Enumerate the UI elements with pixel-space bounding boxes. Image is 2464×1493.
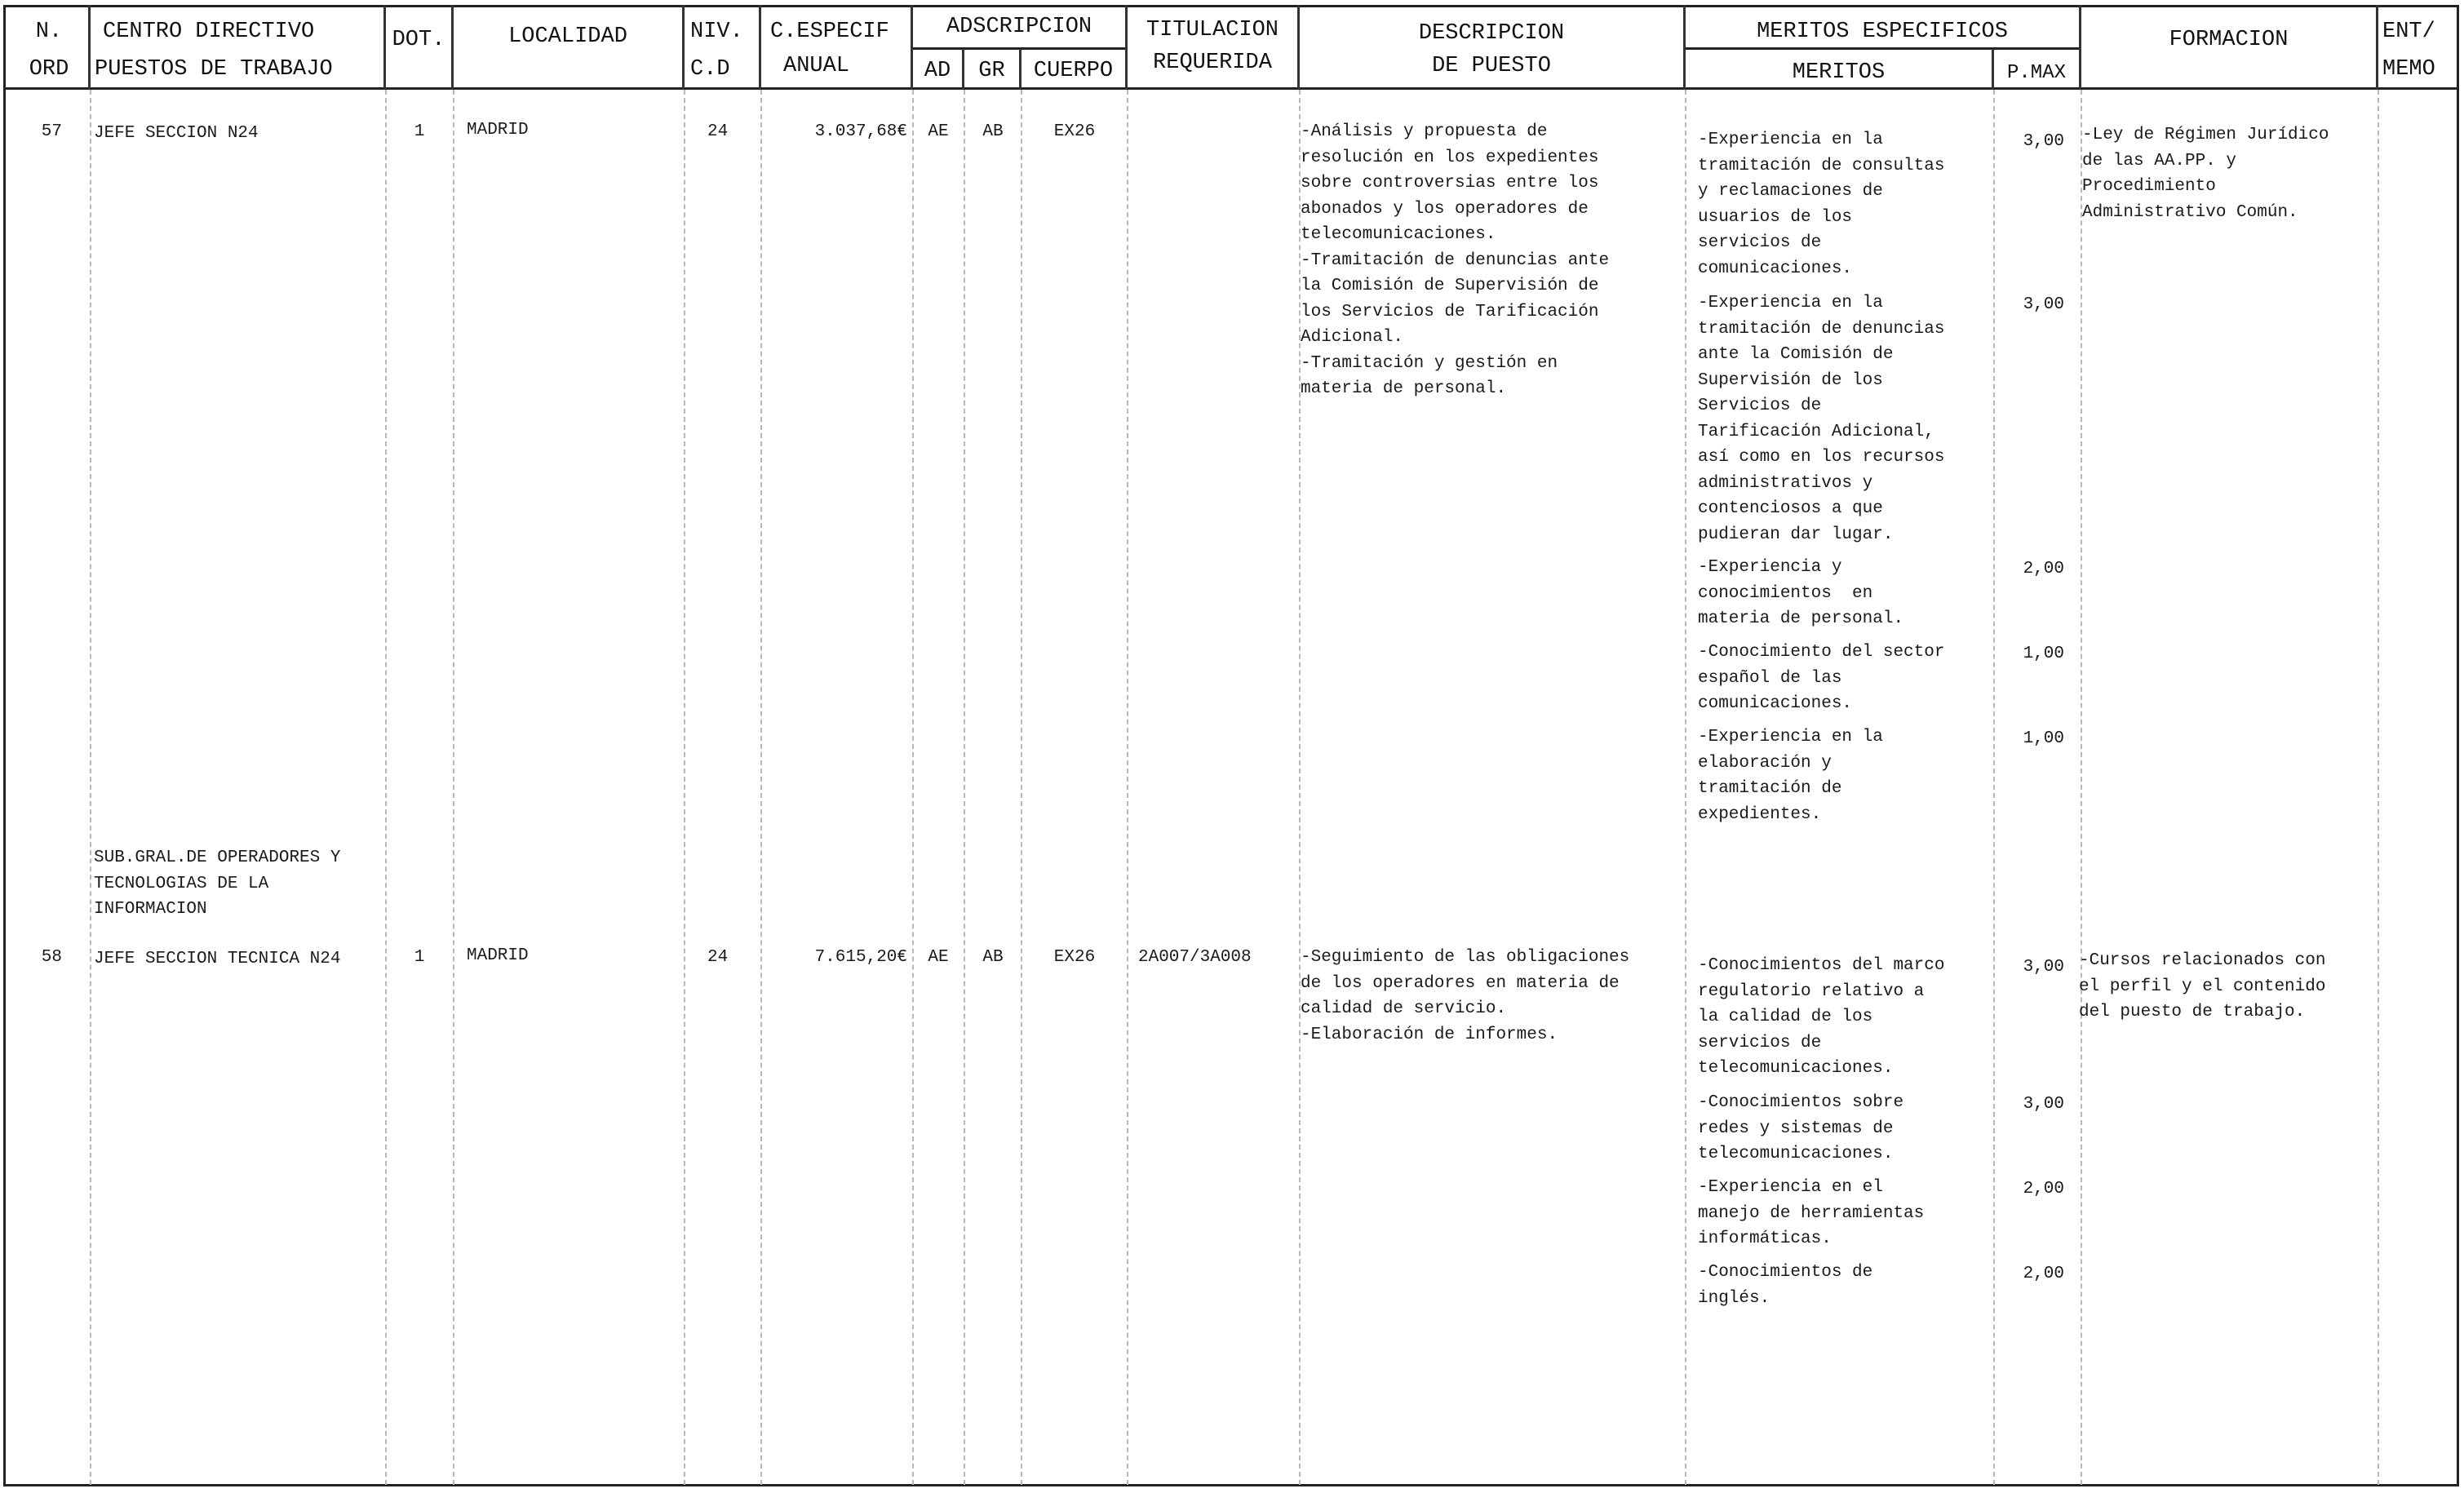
- centro-directivo-label: SUB.GRAL.DE OPERADORES Y TECNOLOGIAS DE LA INFORMACION: [94, 848, 341, 919]
- row57-merito-pmax: 1,00: [2023, 645, 2064, 663]
- body-col-divider: [453, 90, 454, 1485]
- row57-merito-pmax: 3,00: [2023, 295, 2064, 314]
- row57-merito: -Experiencia y conocimientos en materia de personal.: [1698, 558, 1904, 628]
- row58-n-ord: 58: [41, 948, 62, 967]
- row58-merito-pmax: 3,00: [2023, 1095, 2064, 1114]
- header-pmax: P.MAX: [2006, 62, 2066, 84]
- row57-merito: -Conocimiento del sector español de las comunicaciones.: [1698, 643, 1945, 713]
- header-memo: MEMO: [2382, 57, 2435, 82]
- body-col-divider: [385, 90, 387, 1485]
- row57-cuerpo: EX26: [1053, 122, 1096, 141]
- row57-niv: 24: [707, 122, 729, 141]
- row57-gr: AB: [982, 122, 1004, 141]
- row58-merito-pmax: 2,00: [2023, 1180, 2064, 1198]
- header-cuerpo: CUERPO: [1033, 59, 1114, 83]
- body-col-divider: [684, 90, 685, 1485]
- row57-merito: -Experiencia en la tramitación de denuncias ante la Comisión de Supervisión de los Servicios de Tarificación Adicional, así como en los recursos administrativos y contenciosos a que pudieran dar lugar.: [1698, 294, 1945, 544]
- row58-puesto: JEFE SECCION TECNICA N24: [94, 950, 341, 968]
- row57-ad: AE: [928, 122, 949, 141]
- row57-merito: -Experiencia en la tramitación de consultas y reclamaciones de usuarios de los servicios de comunicaciones.: [1698, 131, 1945, 278]
- row57-merito-pmax: 1,00: [2023, 729, 2064, 748]
- header-meritos-especificos: MERITOS ESPECIFICOS: [1757, 20, 2008, 44]
- header-formacion: FORMACION: [2169, 28, 2289, 52]
- header-adscripcion: ADSCRIPCION: [946, 15, 1092, 39]
- row58-c-especif: 7.615,20€: [814, 948, 907, 967]
- header-col-divider: [88, 5, 91, 89]
- row57-c-especif: 3.037,68€: [814, 122, 907, 141]
- row58-localidad: MADRID: [467, 946, 529, 965]
- body-col-divider: [90, 90, 91, 1485]
- header-requerida: REQUERIDA: [1153, 51, 1272, 75]
- row58-merito: -Conocimientos de inglés.: [1698, 1263, 1873, 1308]
- body-col-divider: [912, 90, 914, 1485]
- header-col-divider: [682, 5, 685, 89]
- header-de-puesto: DE PUESTO: [1432, 54, 1551, 78]
- body-col-divider: [1127, 90, 1128, 1485]
- row58-merito: -Conocimientos del marco regulatorio relativo a la calidad de los servicios de telecomunicaciones.: [1698, 956, 1945, 1078]
- row57-dot: 1: [414, 122, 425, 141]
- row57-puesto: JEFE SECCION N24: [94, 124, 259, 143]
- header-localidad: LOCALIDAD: [508, 24, 627, 49]
- body-col-divider: [1021, 90, 1022, 1485]
- row58-merito-pmax: 2,00: [2023, 1265, 2064, 1283]
- header-col-divider: [759, 5, 761, 89]
- header-ad: AD: [924, 59, 951, 83]
- body-col-divider: [760, 90, 762, 1485]
- row58-niv: 24: [707, 948, 729, 967]
- row57-merito-pmax: 2,00: [2023, 560, 2064, 578]
- row58-titulacion: 2A007/3A008: [1138, 948, 1252, 967]
- row58-ad: AE: [928, 948, 949, 967]
- row58-cuerpo: EX26: [1053, 948, 1096, 967]
- body-col-divider: [2081, 90, 2082, 1485]
- table-frame: [3, 5, 2459, 1486]
- row58-descripcion: -Seguimiento de las obligaciones de los operadores en materia de calidad de servicio. -Elaboración de informes.: [1301, 948, 1630, 1044]
- row57-descripcion: -Análisis y propuesta de resolución en los expedientes sobre controversias entre los abonados y los operadores de telecomunicaciones. -Tramitación de denuncias ante la Comisión de Supervisión de los Servicios de Tarificación Adicional. -Tramitación y gestión en materia de personal.: [1301, 122, 1610, 398]
- body-col-divider: [964, 90, 965, 1485]
- header-meritos: MERITOS: [1792, 60, 1886, 85]
- row57-localidad: MADRID: [467, 121, 529, 140]
- row58-gr: AB: [982, 948, 1004, 967]
- row57-merito: -Experiencia en la elaboración y tramitación de expedientes.: [1698, 728, 1883, 824]
- header-niv: NIV.: [690, 20, 743, 44]
- body-col-divider: [1685, 90, 1686, 1485]
- row57-merito-pmax: 3,00: [2023, 132, 2064, 151]
- header-puestos-trabajo: PUESTOS DE TRABAJO: [95, 57, 333, 82]
- header-ent: ENT/: [2382, 20, 2435, 44]
- header-dot: DOT.: [392, 28, 445, 52]
- row58-merito: -Conocimientos sobre redes y sistemas de telecomunicaciones.: [1698, 1093, 1904, 1163]
- meritos-esp-rule: [1683, 47, 2081, 50]
- header-n: N.: [35, 20, 63, 44]
- row58-dot: 1: [414, 948, 425, 967]
- header-titulacion: TITULACION: [1146, 18, 1279, 42]
- body-col-divider: [2378, 90, 2379, 1485]
- header-ord: ORD: [29, 57, 69, 82]
- row57-n-ord: 57: [41, 122, 62, 141]
- header-gr: GR: [978, 59, 1005, 83]
- row58-merito: -Experiencia en el manejo de herramientas informáticas.: [1698, 1178, 1925, 1248]
- row57-formacion: -Ley de Régimen Jurídico de las AA.PP. y Procedimiento Administrativo Común.: [2082, 126, 2329, 222]
- header-bottom-rule: [3, 87, 2459, 90]
- row58-merito-pmax: 3,00: [2023, 958, 2064, 977]
- header-col-divider: [2376, 5, 2378, 89]
- header-cd: C.D: [690, 57, 730, 82]
- row58-formacion: -Cursos relacionados con el perfil y el contenido del puesto de trabajo.: [2079, 951, 2326, 1021]
- header-centro-directivo: CENTRO DIRECTIVO: [103, 20, 315, 44]
- header-c-especif: C.ESPECIF: [770, 20, 889, 44]
- header-descripcion: DESCRIPCION: [1418, 21, 1565, 46]
- header-anual: ANUAL: [783, 54, 850, 78]
